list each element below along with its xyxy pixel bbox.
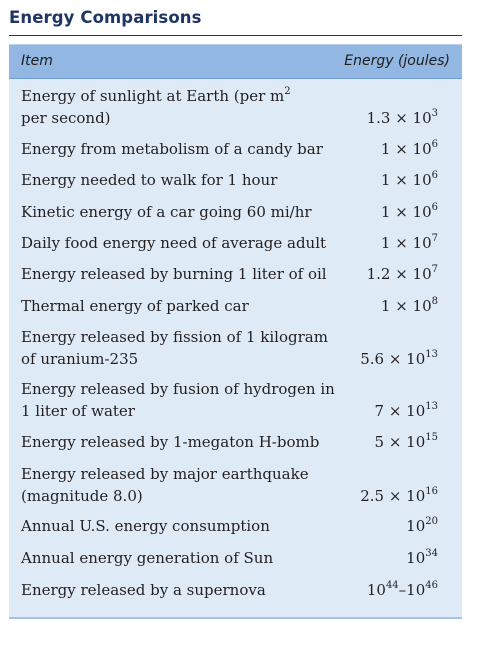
times-sign: × — [390, 140, 413, 158]
row-item — [21, 232, 341, 254]
page-title: Energy Comparisons — [9, 8, 202, 27]
row-item-text: Energy released by major earthquake (magnitude 8.0) — [21, 465, 309, 505]
row-item — [21, 326, 341, 370]
row-item — [21, 579, 341, 601]
times-sign: × — [384, 433, 407, 451]
energy-base: 10 — [406, 402, 426, 420]
times-sign: × — [390, 109, 413, 127]
row-energy-value — [406, 515, 438, 537]
energy-base: 10 — [406, 487, 426, 505]
times-sign: × — [390, 297, 413, 315]
row-item-text: Energy released by fission of 1 kilogram of uranium-235 — [21, 328, 328, 368]
energy-base: 10 — [406, 517, 426, 535]
row-item — [21, 515, 341, 537]
row-item-text: Daily food energy need of average adult — [21, 234, 327, 252]
times-sign: × — [384, 402, 407, 420]
times-sign: × — [390, 234, 413, 252]
row-item-text-continued: per second) — [21, 109, 111, 127]
row-energy-value — [381, 138, 438, 160]
energy-base: 10 — [406, 581, 426, 599]
energy-exponent: 6 — [431, 202, 438, 213]
energy-base: 10 — [406, 433, 426, 451]
row-item-text: Energy released by 1-megaton H-bomb — [21, 433, 320, 451]
times-sign: × — [384, 350, 407, 368]
energy-mantissa: 1 — [380, 171, 391, 189]
energy-base: 10 — [412, 234, 432, 252]
times-sign: × — [390, 265, 413, 283]
energy-exponent: 15 — [425, 432, 438, 443]
row-item — [21, 295, 341, 317]
table-header — [9, 45, 462, 79]
energy-table — [9, 44, 462, 619]
row-energy-value — [367, 107, 438, 129]
energy-exponent: 6 — [431, 170, 438, 181]
row-item-text: Energy of sunlight at Earth (per m — [21, 87, 285, 105]
row-item-superscript: 2 — [284, 86, 291, 97]
table-row — [9, 295, 462, 317]
energy-base: 10 — [412, 297, 432, 315]
times-sign: × — [390, 203, 413, 221]
row-item — [21, 463, 341, 507]
row-energy-value — [381, 169, 438, 191]
row-energy-value — [381, 232, 438, 254]
energy-base: 10 — [412, 265, 432, 283]
row-item-text: Annual energy generation of Sun — [21, 549, 274, 567]
row-energy-value — [381, 295, 438, 317]
row-energy-value — [381, 201, 438, 223]
table-row — [9, 138, 462, 160]
energy-exponent: 44 — [385, 580, 399, 591]
row-energy-value — [360, 485, 438, 507]
row-energy-value — [406, 547, 438, 569]
energy-exponent: 13 — [425, 349, 438, 360]
energy-mantissa: 5 — [374, 433, 385, 451]
table-row — [9, 326, 462, 370]
energy-exponent: 13 — [425, 401, 438, 412]
table-row — [9, 515, 462, 537]
energy-exponent: 7 — [431, 264, 438, 275]
table-row — [9, 431, 462, 453]
times-sign: × — [390, 171, 413, 189]
row-item — [21, 378, 341, 422]
row-item — [21, 201, 341, 223]
energy-mantissa: 1 — [380, 140, 391, 158]
row-item-text: Energy released by a supernova — [21, 581, 266, 599]
row-item — [21, 263, 341, 285]
row-item-text: Energy from metabolism of a candy bar — [21, 140, 323, 158]
row-item-text: Energy released by burning 1 liter of oil — [21, 265, 327, 283]
energy-mantissa: 2.5 — [360, 487, 385, 505]
row-energy-value — [375, 400, 438, 422]
table-row — [9, 579, 462, 601]
row-energy-value — [367, 263, 438, 285]
row-item — [21, 169, 341, 191]
row-item — [21, 547, 341, 569]
table-row — [9, 232, 462, 254]
table-row — [9, 169, 462, 191]
row-item — [21, 85, 341, 129]
row-energy-value — [360, 348, 438, 370]
energy-mantissa: 1.2 — [366, 265, 391, 283]
range-dash: – — [398, 581, 407, 599]
energy-base: 10 — [366, 581, 386, 599]
energy-mantissa: 1.3 — [366, 109, 391, 127]
energy-mantissa: 7 — [374, 402, 385, 420]
energy-exponent: 16 — [425, 486, 438, 497]
energy-exponent: 46 — [425, 580, 438, 591]
table-row — [9, 463, 462, 507]
row-item-text: Thermal energy of parked car — [21, 297, 249, 315]
energy-base: 10 — [406, 549, 426, 567]
energy-exponent: 8 — [431, 296, 438, 307]
row-item — [21, 138, 341, 160]
energy-mantissa: 1 — [380, 234, 391, 252]
energy-mantissa: 5.6 — [360, 350, 385, 368]
energy-exponent: 20 — [425, 516, 438, 527]
table-row — [9, 263, 462, 285]
row-energy-value — [367, 579, 438, 601]
table-row — [9, 378, 462, 422]
table-row — [9, 547, 462, 569]
energy-base: 10 — [412, 140, 432, 158]
energy-base: 10 — [412, 171, 432, 189]
energy-mantissa: 1 — [380, 203, 391, 221]
header-item: Item — [21, 53, 53, 69]
times-sign: × — [384, 487, 407, 505]
title-divider — [9, 35, 462, 36]
table-row — [9, 201, 462, 223]
row-item-text: Energy needed to walk for 1 hour — [21, 171, 278, 189]
energy-base: 10 — [406, 350, 426, 368]
table-row — [9, 85, 462, 129]
energy-base: 10 — [412, 109, 432, 127]
energy-exponent: 34 — [425, 548, 438, 559]
row-item-text: Kinetic energy of a car going 60 mi/hr — [21, 203, 312, 221]
energy-mantissa: 1 — [380, 297, 391, 315]
row-energy-value — [375, 431, 438, 453]
row-item-text: Energy released by fusion of hydrogen in 1 liter of water — [21, 380, 335, 420]
row-item-text: Annual U.S. energy consumption — [21, 517, 270, 535]
header-energy: Energy (joules) — [344, 53, 450, 69]
energy-exponent: 7 — [431, 233, 438, 244]
energy-exponent: 6 — [431, 139, 438, 150]
row-item — [21, 431, 341, 453]
energy-base: 10 — [412, 203, 432, 221]
energy-exponent: 3 — [431, 108, 438, 119]
